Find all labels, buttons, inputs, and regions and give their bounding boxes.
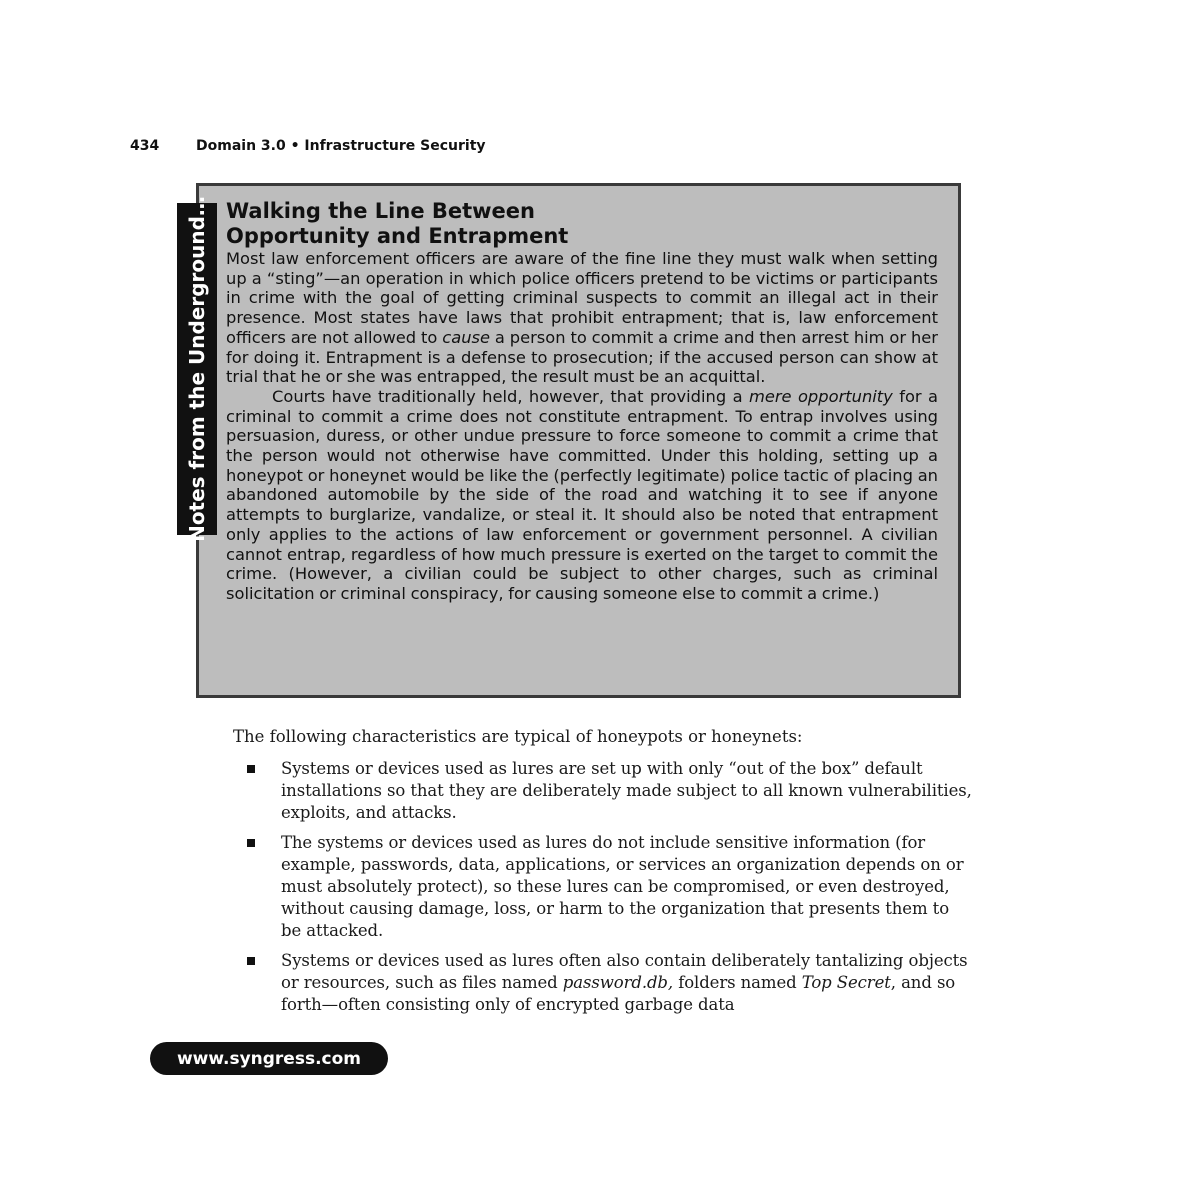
sidebar-tab-label: Notes from the Underground… — [185, 196, 209, 542]
footer-url-badge[interactable] — [150, 1042, 388, 1075]
sidebar-paragraph-2 — [226, 387, 938, 604]
sidebar-body — [226, 249, 938, 604]
sidebar-p2-lead: Courts have traditionally held, however, that providing a — [272, 386, 749, 406]
bullet-text-2: The systems or devices used as lures do not include sensitive information (for example, passwords, data, applications, or services an organization depends on or must absolutely protect), so these lures can be compromised, or even destroyed, without causing damage, loss, or harm to the organization that presents them to be attacked. — [281, 833, 964, 940]
sidebar-title — [226, 199, 938, 249]
sidebar-p1-text-b: a person to commit a crime and then arrest him or her for doing it. Entrapment is a defense to prosecution; if the accused person can show at trial that he or she was entrapped, the result must be an acquittal. — [226, 327, 938, 387]
sidebar-p2-emphasis: mere opportunity — [748, 386, 893, 406]
sidebar-p1-text-a: Most law enforcement officers are aware of the fine line they must walk when setting up a “sting”—an operation in which police officers pretend to be victims or participants in crime with the goal of getting criminal suspects to commit an illegal act in their presence. Most states have laws that prohibit entrapment; that is, law enforcement officers are not allowed to — [226, 249, 938, 347]
square-bullet-icon — [247, 839, 255, 847]
bullet3-folder-name: Top Secret — [801, 973, 891, 992]
bullet3-file-name: password.db, — [562, 973, 674, 992]
section-title: Domain 3.0 • Infrastructure Security — [196, 138, 486, 154]
square-bullet-icon — [247, 957, 255, 965]
sidebar-tab — [177, 196, 217, 542]
bullet3-part3: , and so forth—often consisting only of encrypted garbage data — [281, 973, 956, 1014]
list-item — [233, 758, 973, 824]
sidebar-paragraph-1 — [226, 249, 938, 387]
square-bullet-icon — [247, 765, 255, 773]
sidebar-title-line2: Opportunity and Entrapment — [226, 224, 569, 248]
bullet-text-3 — [281, 950, 973, 1016]
page-number: 434 — [130, 138, 160, 154]
list-item — [233, 950, 973, 1016]
main-body — [233, 726, 973, 1024]
bullet-list — [233, 758, 973, 1016]
bullet3-part2: folders named — [673, 973, 802, 992]
list-item — [233, 832, 973, 942]
sidebar-p1-emphasis: cause — [442, 327, 491, 347]
sidebar-title-line1: Walking the Line Between — [226, 199, 535, 223]
bullet-text-1: Systems or devices used as lures are set up with only “out of the box” default installations so that they are deliberately made subject to all known vulnerabilities, exploits, and attacks. — [281, 759, 972, 822]
sidebar-content — [226, 199, 938, 604]
sidebar-p2-rest: for a criminal to commit a crime does not constitute entrapment. To entrap involves using persuasion, duress, or other undue pressure to force someone to commit a crime that the person would not otherwise have committed. Under this holding, setting up a honeypot or honeynet would be like the (perfectly legitimate) police tactic of placing an abandoned automobile by the side of the road and watching it to see if anyone attempts to burglarize, vandalize, or steal it. It should also be noted that entrapment only applies to the actions of law enforcement or government personnel. A civilian cannot entrap, regardless of how much pressure is exerted on the target to commit the crime. (However, a civilian could be subject to other charges, such as criminal solicitation or criminal conspiracy, for causing someone else to commit a crime.) — [226, 386, 938, 603]
running-head — [130, 138, 486, 154]
footer-url[interactable]: www.syngress.com — [176, 1048, 362, 1069]
bullet3-part1: Systems or devices used as lures often also contain deliberately tantalizing objects or resources, such as files named — [281, 951, 968, 992]
intro-paragraph: The following characteristics are typical of honeypots or honeynets: — [233, 727, 803, 746]
